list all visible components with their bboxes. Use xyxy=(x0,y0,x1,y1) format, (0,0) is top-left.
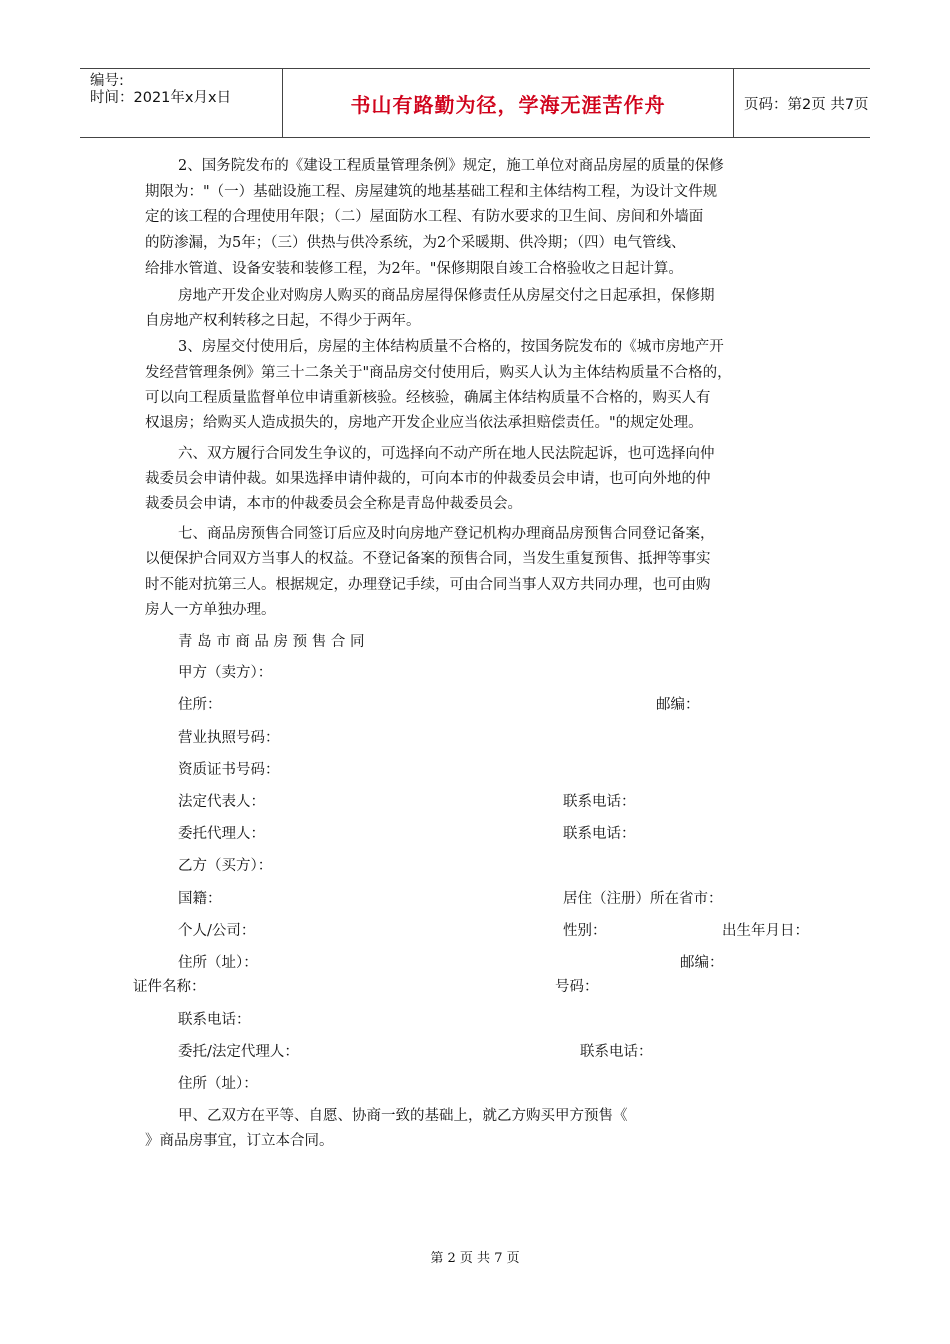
body-line: 定的该工程的合理使用年限；（二）屋面防水工程、有防水要求的卫生间、房间和外墙面 xyxy=(145,209,704,225)
body-line: 裁委员会申请仲裁。如果选择申请仲裁的，可向本市的仲裁委员会申请，也可向外地的仲 xyxy=(145,471,711,487)
page-footer: 第 2 页 共 7 页 xyxy=(430,1251,520,1266)
phone-label: 联系电话： xyxy=(563,794,636,810)
date-label: 时间：2021年x月x日 xyxy=(90,90,232,106)
body-line: 房人一方单独办理。 xyxy=(145,602,276,618)
body-line: 权退房；给购买人造成损失的，房地产开发企业应当依法承担赔偿责任。"的规定处理。 xyxy=(145,415,703,431)
body-line: 裁委员会申请，本市的仲裁委员会全称是青岛仲裁委员会。 xyxy=(145,496,522,512)
party-b-label: 乙方（买方）： xyxy=(178,858,273,874)
body-line: 的防渗漏，为5年；（三）供热与供冷系统，为2个采暖期、供冷期；（四）电气管线、 xyxy=(145,235,686,251)
serial-label: 编号: xyxy=(90,73,124,89)
body-line: 可以向工程质量监督单位申请重新核验。经核验，确属主体结构质量不合格的，购买人有 xyxy=(145,390,711,406)
closing-line: 甲、乙双方在平等、自愿、协商一致的基础上，就乙方购买甲方预售《 xyxy=(178,1108,628,1124)
qualification-label: 资质证书号码： xyxy=(178,762,280,778)
header-meta xyxy=(80,69,282,137)
header-page-info: 页码：第2页 共7页 xyxy=(744,96,869,113)
business-license-label: 营业执照号码： xyxy=(178,730,280,746)
residence-label: 居住（注册）所在省市： xyxy=(563,891,723,907)
body-line: 发经营管理条例》第三十二条关于"商品房交付使用后，购买人认为主体结构质量不合格的， xyxy=(145,365,732,381)
birthdate-label: 出生年月日： xyxy=(722,923,809,939)
body-line: 给排水管道、设备安装和装修工程，为2年。"保修期限自竣工合格验收之日起计算。 xyxy=(145,261,683,277)
body-line: 六、双方履行合同发生争议的，可选择向不动产所在地人民法院起诉，也可选择向仲 xyxy=(178,446,715,462)
header-motto: 书山有路勤为径，学海无涯苦作舟 xyxy=(282,69,734,137)
party-a-label: 甲方（卖方）： xyxy=(178,665,273,681)
body-line: 2、国务院发布的《建设工程质量管理条例》规定，施工单位对商品房屋的质量的保修 xyxy=(178,158,724,174)
person-company-label: 个人/公司： xyxy=(178,923,256,939)
gender-label: 性别： xyxy=(563,923,607,939)
body-line: 七、商品房预售合同签订后应及时向房地产登记机构办理商品房预售合同登记备案， xyxy=(178,526,715,542)
body-line: 自房地产权利转移之日起，不得少于两年。 xyxy=(145,313,421,329)
body-line: 以便保护合同双方当事人的权益。不登记备案的预售合同，当发生重复预售、抵押等事实 xyxy=(145,551,711,567)
page-header xyxy=(80,68,870,138)
postcode-label: 邮编： xyxy=(680,955,724,971)
address2-label: 住所（址）： xyxy=(178,1076,258,1092)
address2-label: 住所（址）： xyxy=(178,955,258,971)
body-line: 房地产开发企业对购房人购买的商品房屋得保修责任从房屋交付之日起承担，保修期 xyxy=(178,288,715,304)
postcode-label: 邮编： xyxy=(656,697,700,713)
legal-rep-label: 法定代表人： xyxy=(178,794,265,810)
phone-label: 联系电话： xyxy=(580,1044,653,1060)
nationality-label: 国籍： xyxy=(178,891,222,907)
closing-line: 》商品房事宜，订立本合同。 xyxy=(145,1133,334,1149)
address-label: 住所： xyxy=(178,697,222,713)
body-line: 3、房屋交付使用后，房屋的主体结构质量不合格的，按国务院发布的《城市房地产开 xyxy=(178,339,724,355)
number-label: 号码： xyxy=(555,979,599,995)
contact-phone-label: 联系电话： xyxy=(178,1012,251,1028)
body-line: 期限为："（一）基础设施工程、房屋建筑的地基基础工程和主体结构工程，为设计文件规 xyxy=(145,184,718,200)
body-line: 时不能对抗第三人。根据规定，办理登记手续，可由合同当事人双方共同办理，也可由购 xyxy=(145,577,711,593)
contract-title: 青 岛 市 商 品 房 预 售 合 同 xyxy=(178,634,365,650)
id-name-label: 证件名称： xyxy=(133,979,206,995)
agent-label: 委托代理人： xyxy=(178,826,265,842)
agent2-label: 委托/法定代理人： xyxy=(178,1044,299,1060)
phone-label: 联系电话： xyxy=(563,826,636,842)
